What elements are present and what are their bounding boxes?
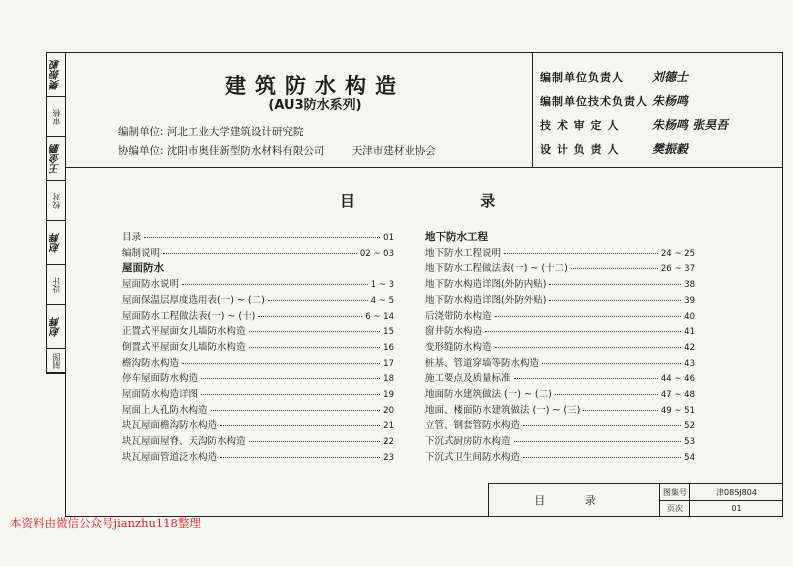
title-block-name: 目 录: [534, 494, 614, 507]
toc-entry[interactable]: [122, 308, 394, 322]
responsibility-label: 技 术 审 定 人: [540, 119, 620, 132]
toc-entry[interactable]: [425, 245, 695, 259]
responsibility-row: [540, 68, 688, 85]
toc-entry[interactable]: [122, 245, 394, 259]
signature-sidebar: [46, 52, 66, 374]
sidebar-cell: [47, 349, 66, 373]
toc-entry-page: 44 ~ 46: [660, 374, 695, 385]
toc-entry-title: 桩基、管道穿墙等防水构造: [425, 357, 540, 369]
toc-entry[interactable]: [425, 355, 695, 369]
toc-entry-page: 26 ~ 37: [660, 264, 695, 275]
toc-entry-title: 块瓦屋面檐沟防水构造: [122, 420, 218, 432]
toc-entry-title: 编制说明: [122, 247, 161, 259]
toc-entry-title: 地下防水构造详图(外防外贴): [425, 294, 547, 306]
sidebar-cell: [47, 53, 66, 97]
toc-entry-title: 后浇带防水构造: [425, 310, 492, 322]
toc-leader-dots: [542, 363, 681, 364]
toc-entry-page: 54: [684, 452, 695, 463]
responsibility-row: [540, 92, 688, 109]
toc-entry-title: 地下防水工程说明: [425, 247, 502, 259]
toc-entry-page: 24 ~ 25: [660, 248, 695, 259]
toc-entry[interactable]: [122, 339, 394, 353]
atlas-subtitle: (AU3防水系列): [268, 98, 362, 113]
toc-leader-dots: [549, 300, 681, 301]
toc-entry[interactable]: [425, 323, 695, 337]
page-number: 01: [689, 500, 783, 516]
toc-leader-dots: [504, 253, 658, 254]
toc-entry-page: 42: [684, 342, 695, 353]
toc-entry-page: 39: [684, 295, 695, 306]
sidebar-label: 设计: [51, 276, 61, 293]
toc-entry-page: 6 ~ 14: [365, 311, 394, 322]
toc-entry-title: 目录: [122, 232, 142, 243]
toc-entry-title: 屋面保温层厚度选用表(一) ~ (二): [122, 294, 265, 306]
toc-entry-title: 停车屋面防水构造: [122, 373, 199, 385]
responsibility-signature: 刘德士: [652, 70, 689, 84]
toc-leader-dots: [571, 268, 658, 269]
toc-entry-page: 43: [684, 358, 695, 369]
sidebar-signature: 赵辉: [51, 316, 62, 337]
toc-entry[interactable]: [122, 433, 394, 447]
toc-section-title: 屋面防水: [122, 262, 164, 275]
toc-entry-page: 41: [684, 327, 695, 338]
toc-leader-dots: [211, 410, 381, 411]
editor-name: 河北工业大学建筑设计研究院: [166, 126, 304, 138]
sidebar-cell: [47, 97, 66, 137]
toc-leader-dots: [182, 284, 368, 285]
toc-entry-page: 38: [684, 280, 695, 291]
toc-leader-dots: [495, 316, 682, 317]
responsibility-signature: 朱杨鸣: [652, 94, 689, 108]
toc-leader-dots: [220, 457, 380, 458]
toc-leader-dots: [495, 347, 682, 348]
sidebar-cell: [47, 265, 66, 305]
toc-entry-title: 倒置式平屋面女儿墙防水构造: [122, 341, 246, 353]
sidebar-cell: [47, 137, 66, 181]
toc-entry[interactable]: [122, 386, 394, 400]
toc-entry-title: 地面、楼面防水建筑做法 (一) ~ (三): [425, 404, 581, 416]
toc-entry-title: 下沉式厨房防水构造: [425, 436, 511, 448]
toc-entry[interactable]: [122, 449, 394, 463]
responsibility-label: 编制单位负责人: [540, 71, 624, 84]
sidebar-label: 审核: [51, 108, 61, 125]
responsibility-label: 设 计 负 责 人: [540, 143, 620, 156]
toc-entry-title: 下沉式卫生间防水构造: [425, 451, 521, 463]
toc-leader-dots: [220, 425, 380, 426]
toc-leader-dots: [163, 253, 357, 254]
toc-entry-title: 正置式平屋面女儿墙防水构造: [122, 326, 246, 338]
toc-entry-page: 18: [383, 374, 394, 385]
toc-entry[interactable]: [122, 417, 394, 431]
atlas-number-label: 图集号: [659, 484, 690, 500]
co-editor-line: [118, 143, 436, 158]
toc-entry-title: 立管、钢套管防水构造: [425, 420, 521, 432]
toc-entry[interactable]: [425, 449, 695, 463]
responsibility-label: 编制单位技术负责人: [540, 95, 648, 108]
toc-entry-page: 16: [383, 342, 394, 353]
sidebar-cell: [47, 221, 66, 265]
toc-section-heading: [425, 229, 695, 244]
toc-entry-title: 屋面上人孔防水构造: [122, 404, 208, 416]
toc-entry-page: 49 ~ 51: [660, 405, 695, 416]
toc-entry[interactable]: [425, 308, 695, 322]
toc-entry[interactable]: [425, 386, 695, 400]
toc-entry-title: 檐沟防水构造: [122, 357, 180, 369]
editor-line: [118, 124, 303, 139]
toc-heading: 目 录: [340, 192, 556, 210]
toc-entry-page: 23: [383, 452, 394, 463]
toc-entry[interactable]: [425, 433, 695, 447]
toc-leader-dots: [485, 331, 681, 332]
toc-entry[interactable]: [122, 229, 394, 243]
toc-entry-page: 01: [383, 233, 394, 243]
toc-entry[interactable]: [425, 370, 695, 384]
atlas-title: 建筑防水构造: [225, 73, 405, 98]
toc-leader-dots: [514, 378, 658, 379]
toc-entry[interactable]: [425, 292, 695, 306]
toc-entry-title: 屋面防水构造详图: [122, 389, 199, 400]
toc-entry-page: 22: [383, 437, 394, 448]
toc-entry-page: 40: [684, 311, 695, 322]
header-divider: [65, 167, 782, 168]
toc-entry[interactable]: [425, 402, 695, 416]
toc-entry[interactable]: [425, 260, 695, 274]
responsibility-signature: 朱杨鸣 张昊吾: [652, 118, 729, 132]
sidebar-label: 制图: [51, 352, 61, 369]
toc-entry-page: 4 ~ 5: [370, 295, 394, 306]
toc-entry-title: 块瓦屋面屋脊、天沟防水构造: [122, 436, 246, 448]
toc-entry-page: 1 ~ 3: [370, 280, 394, 291]
editor-label: 编制单位:: [118, 126, 164, 138]
sidebar-cell: [47, 305, 66, 349]
co-editor-name-2: 天津市建材业协会: [351, 145, 436, 157]
toc-leader-dots: [201, 378, 380, 379]
toc-entry-title: 屋面防水工程做法表(一) ~ (十): [122, 310, 256, 322]
toc-section-heading: [122, 260, 394, 275]
toc-entry-page: 20: [383, 405, 394, 416]
toc-entry-title: 地面防水建筑做法 (一) ~ (二): [425, 389, 552, 400]
sidebar-cell: [47, 181, 66, 221]
toc-entry-page: 52: [684, 421, 695, 432]
toc-leader-dots: [514, 441, 682, 442]
toc-entry-page: 02 ~ 03: [359, 248, 394, 259]
sidebar-signature: 王金鹏: [51, 143, 62, 174]
toc-entry-title: 地下防水工程做法表(一) ~ (十二): [425, 263, 568, 275]
toc-entry[interactable]: [122, 276, 394, 290]
sidebar-signature: 樊振毅: [51, 59, 62, 90]
header-vertical-divider: [532, 52, 533, 167]
sidebar-signature: 赵辉: [51, 232, 62, 253]
toc-leader-dots: [523, 425, 681, 426]
toc-entry-page: 19: [383, 390, 394, 400]
toc-leader-dots: [555, 394, 658, 395]
toc-leader-dots: [583, 410, 657, 411]
toc-entry-title: 窗井防水构造: [425, 326, 483, 338]
toc-entry-title: 块瓦屋面管道泛水构造: [122, 451, 218, 463]
toc-entry-page: 15: [383, 327, 394, 338]
toc-entry[interactable]: [122, 402, 394, 416]
toc-leader-dots: [268, 300, 368, 301]
toc-leader-dots: [182, 363, 380, 364]
responsibility-row: [540, 140, 688, 157]
toc-entry[interactable]: [122, 370, 394, 384]
toc-entry-title: 地下防水构造详图(外防内贴): [425, 279, 547, 291]
toc-section-title: 地下防水工程: [425, 231, 488, 243]
toc-leader-dots: [249, 347, 381, 348]
toc-entry-page: 17: [383, 358, 394, 369]
atlas-number: 津08SJ804: [689, 484, 783, 500]
watermark-text: 本资料由微信公众号jianzhu118整理: [10, 516, 201, 530]
toc-leader-dots: [549, 284, 681, 285]
toc-entry[interactable]: [122, 355, 394, 369]
toc-leader-dots: [249, 331, 381, 332]
toc-leader-dots: [523, 457, 681, 458]
responsibility-signature: 樊振毅: [652, 142, 689, 156]
toc-entry-page: 21: [383, 421, 394, 432]
co-editor-label: 协编单位:: [118, 145, 164, 157]
toc-leader-dots: [258, 316, 362, 317]
toc-entry[interactable]: [425, 339, 695, 353]
sidebar-label: 校对: [51, 192, 61, 209]
toc-entry[interactable]: [425, 276, 695, 290]
toc-entry-page: 53: [684, 437, 695, 448]
toc-entry[interactable]: [425, 417, 695, 431]
toc-entry-page: 47 ~ 48: [660, 390, 695, 400]
title-block: [488, 483, 782, 516]
co-editor-name-1: 沈阳市奥佳新型防水材料有限公司: [166, 145, 325, 157]
toc-entry[interactable]: [122, 323, 394, 337]
toc-leader-dots: [144, 237, 380, 238]
page-number-label: 页次: [659, 500, 690, 516]
toc-entry-title: 变形缝防水构造: [425, 341, 492, 353]
responsibility-row: [540, 116, 728, 133]
toc-entry-title: 施工要点及质量标准: [425, 373, 511, 385]
toc-entry-title: 屋面防水说明: [122, 279, 180, 291]
toc-leader-dots: [249, 441, 381, 442]
toc-leader-dots: [201, 394, 380, 395]
toc-entry[interactable]: [122, 292, 394, 306]
